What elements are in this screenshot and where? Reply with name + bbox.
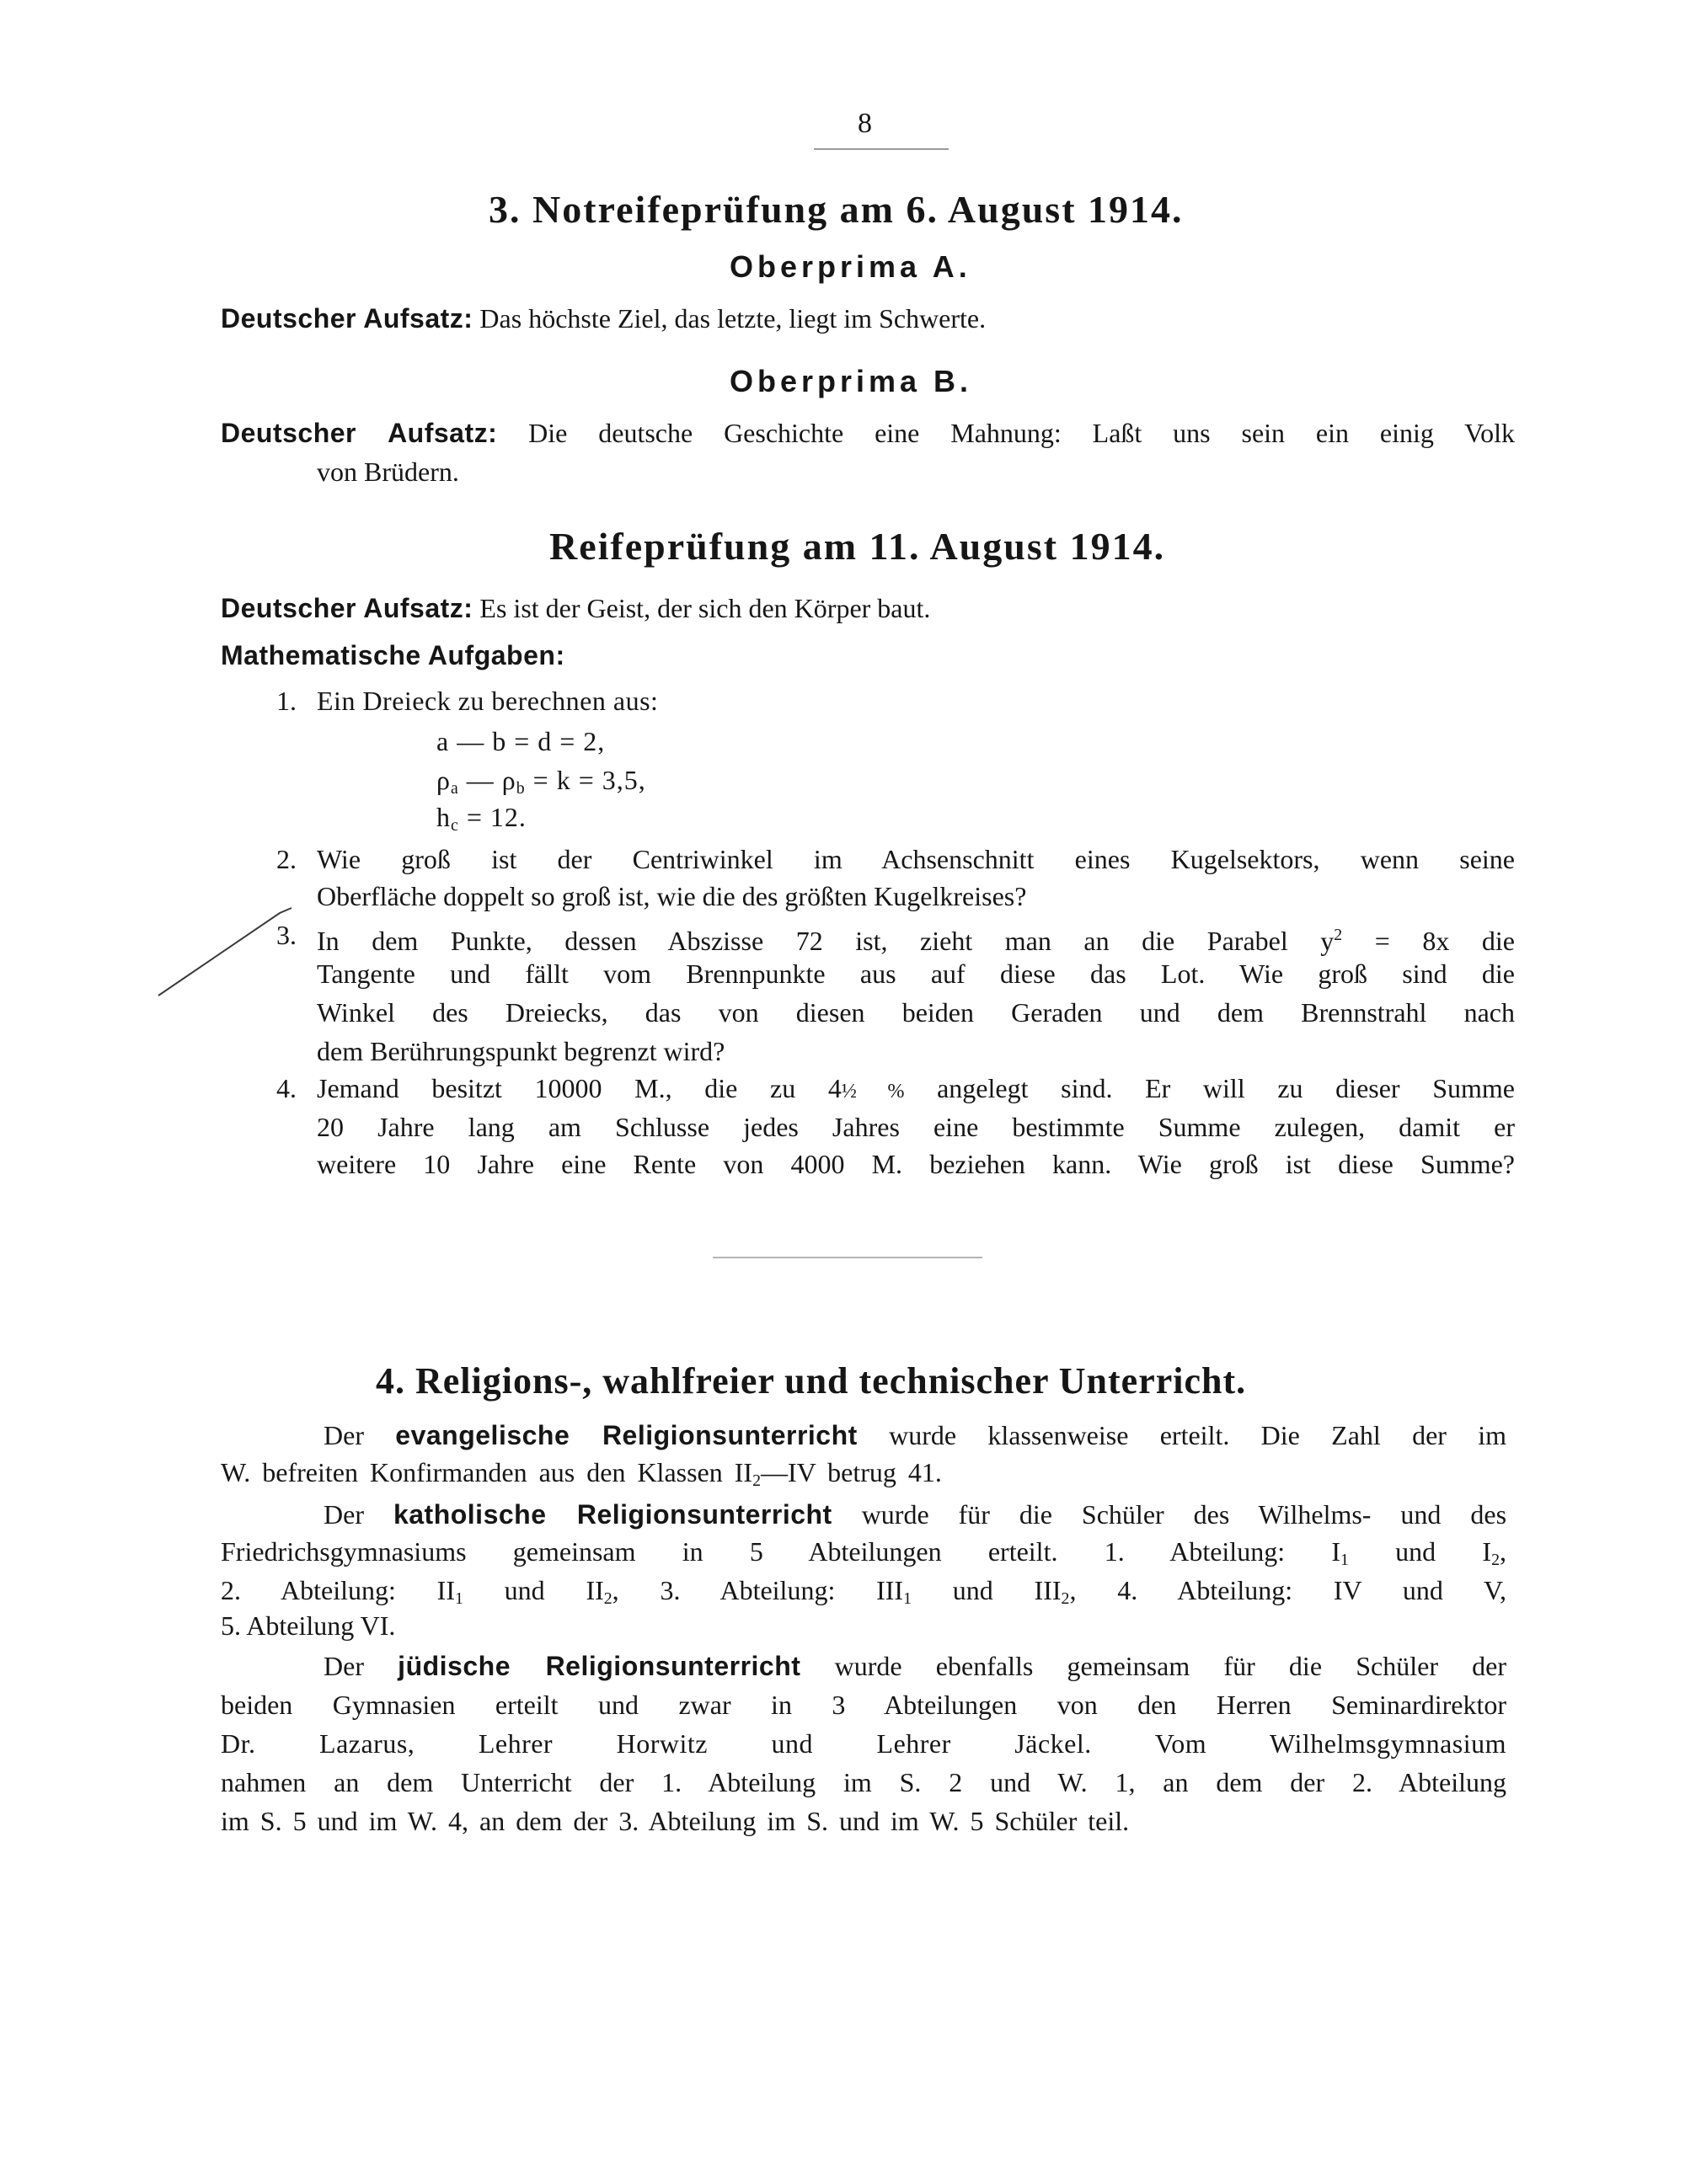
juedisch-line-2: beiden Gymnasien erteilt und zwar in 3 Abteilungen von den Herren Seminardirektor	[221, 1690, 1506, 1720]
task-2-number: 2.	[276, 844, 297, 874]
oberprima-a-aufsatz	[221, 302, 986, 335]
aufsatz-text: Das höchste Ziel, das letzte, liegt im Schwerte.	[479, 303, 987, 334]
task-1-equation-3: $h_c = 12$.	[436, 802, 527, 835]
task-3-line-2: Tangente und fällt vom Brennpunkte aus auf diese das Lot. Wie groß sind die	[317, 959, 1515, 989]
section-divider	[713, 1257, 982, 1258]
evangelisch-bold: evangelische Religionsunterricht	[395, 1420, 858, 1450]
reife-aufsatz	[221, 591, 930, 625]
katholisch-bold: katholische Religionsunterricht	[393, 1499, 832, 1530]
juedisch-line-4: nahmen an dem Unterricht der 1. Abteilung im S. 2 und W. 1, an dem der 2. Abteilung	[221, 1767, 1506, 1797]
katholisch-line-4: 5. Abteilung VI.	[221, 1610, 396, 1641]
katholisch-line-2: Friedrichsgymnasiums gemeinsam in 5 Abteilungen erteilt. 1. Abteilung: $I_1$ und $I_2$,	[221, 1536, 1507, 1569]
aufsatz-text: Es ist der Geist, der sich den Körper baut.	[479, 593, 931, 623]
katholisch-line-3: 2. Abteilung: $II_1$ und $II_2$, 3. Abteilung: $III_1$ und $III_2$, 4. Abteilung: IV und V,	[221, 1575, 1507, 1608]
aufsatz-label: Deutscher Aufsatz:	[221, 303, 473, 334]
section-4-title: 4. Religions-, wahlfreier und technischer Unterricht.	[376, 1360, 1247, 1402]
reifepruefung-title: Reifeprüfung am 11. August 1914.	[549, 525, 1166, 568]
math-label: Mathematische Aufgaben:	[221, 640, 565, 670]
pencil-check-mark	[152, 901, 295, 1002]
task-1-number: 1.	[276, 686, 297, 716]
oberprima-b-aufsatz-line1	[221, 416, 1515, 450]
oberprima-b-aufsatz-line2: von Brüdern.	[317, 457, 459, 487]
aufsatz-label: Deutscher Aufsatz:	[221, 593, 473, 623]
task-4-number: 4.	[276, 1073, 297, 1103]
juedisch-line-3: Dr. Lazarus, Lehrer Horwitz und Lehrer Jäckel. Vom Wilhelmsgymnasium	[221, 1728, 1506, 1759]
evangelisch-line-2: W. befreiten Konfirmanden aus den Klassen $II_2—IV$ betrug 41.	[221, 1457, 942, 1490]
task-1-equation-2: $\rho_a$ — $\rho_b = k = 3,5$,	[436, 765, 646, 798]
aufsatz-text: Die deutsche Geschichte eine Mahnung: Laßt uns sein ein einig Volk	[528, 418, 1516, 448]
section-3-title: 3. Notreifeprüfung am 6. August 1914.	[489, 188, 1184, 231]
juedisch-line-1: Der jüdische Religionsunterricht wurde ebenfalls gemeinsam für die Schüler der	[324, 1651, 1507, 1681]
task-4-line-1: Jemand besitzt 10000 M., die zu 4½ % angelegt sind. Er will zu dieser Summe	[317, 1073, 1515, 1103]
juedisch-bold: jüdische Religionsunterricht	[398, 1651, 801, 1681]
juedisch-line-5: im S. 5 und im W. 4, an dem der 3. Abteilung im S. und im W. 5 Schüler teil.	[221, 1806, 1130, 1836]
page-number-rule	[814, 148, 949, 150]
oberprima-b-heading: Oberprima B.	[730, 364, 973, 398]
task-3-number: 3.	[276, 920, 297, 950]
task-3-line-4: dem Berührungspunkt begrenzt wird?	[317, 1036, 725, 1066]
task-2-line-2: Oberfläche doppelt so groß ist, wie die des größten Kugelkreises?	[317, 881, 1027, 911]
task-3-line-1: In dem Punkte, dessen Abszisse 72 ist, zieht man an die Parabel $y^2 = 8x$ die	[317, 926, 1516, 956]
oberprima-a-heading: Oberprima A.	[730, 249, 971, 284]
page-number: 8	[858, 108, 872, 139]
task-1-text: Ein Dreieck zu berechnen aus:	[317, 686, 659, 716]
katholisch-line-1: Der katholische Religionsunterricht wurde für die Schüler des Wilhelms- und des	[324, 1499, 1507, 1530]
task-1-equation-1: a — b = d = 2,	[436, 726, 606, 756]
task-3-line-3: Winkel des Dreiecks, das von diesen beiden Geraden und dem Brennstrahl nach	[317, 997, 1515, 1028]
evangelisch-line-1: Der evangelische Religionsunterricht wurde klassenweise erteilt. Die Zahl der im	[324, 1420, 1507, 1450]
task-2-line-1: Wie groß ist der Centriwinkel im Achsenschnitt eines Kugelsektors, wenn seine	[317, 844, 1515, 874]
task-4-line-2: 20 Jahre lang am Schlusse jedes Jahres eine bestimmte Summe zulegen, damit er	[317, 1112, 1515, 1142]
aufsatz-label: Deutscher Aufsatz:	[221, 418, 498, 448]
task-4-line-3: weitere 10 Jahre eine Rente von 4000 M. beziehen kann. Wie groß ist diese Summe?	[317, 1149, 1515, 1179]
